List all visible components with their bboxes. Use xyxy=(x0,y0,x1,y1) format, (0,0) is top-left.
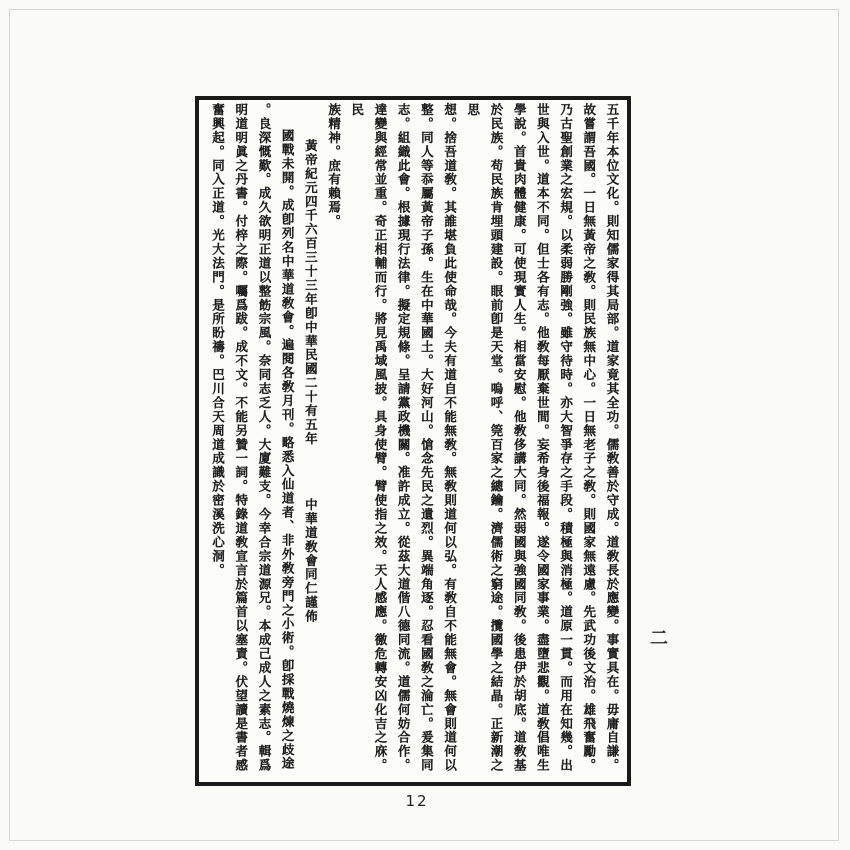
text-column-8 xyxy=(415,103,438,779)
text-run: 奮興起。同入正道。光大法門。是所盼禱。巴川合天周道成識於密溪洗心洞。 xyxy=(210,103,226,578)
text-run: 五千年本位文化。則知儒家得其局部。道家竟其全功。儒敎善於守成。道敎長於應變。事實具在。毋庸自謙。 xyxy=(605,103,620,773)
text-run: 達變與經常並重。奇正相輔而行。將見禹域風披。具身使臂。臂使指之效。天人感應。徼危轉安凶化吉之庥。民 xyxy=(349,103,388,773)
text-column-1 xyxy=(601,103,624,779)
text-run: 故嘗謂吾國。一日無黃帝之敎。則民族無中心。一日無老子之敎。則國家無遠慮。先武功後文治。雄飛奮勵。 xyxy=(581,103,597,773)
text-run: 世與入世。道本不同。但士各有志。他敎每厭棄世間。妄希身後福報。遂令國家事業。盡墮悲觀。道敎倡唯生 xyxy=(535,103,551,773)
text-column-15 xyxy=(230,103,253,779)
folio-marker: 二 xyxy=(650,628,668,649)
text-column-9 xyxy=(392,103,415,779)
text-run: 整。同人等忝屬黃帝子孫。生在中華國土。大好河山。愴念先民之遺烈。異端角逐。忍看國敎之淪亡。爰集同 xyxy=(419,103,435,773)
text-column-7 xyxy=(438,103,461,779)
text-run: 。良深慨歎。成久欲明正道以整飭宗風。奈同志乏人。大廈難支。今幸合宗道源兄。本成己成人之素志。輯爲 xyxy=(256,103,272,773)
text-column-12 xyxy=(299,103,322,779)
text-column-3 xyxy=(554,103,577,779)
text-run: 國戰未開。成卽列名中華道敎會。遍閱各敎月刊。略悉入仙道者、非外敎旁門之小術。卽採戰燒煉之歧途 xyxy=(280,129,296,771)
text-column-16 xyxy=(206,103,229,779)
text-frame-border xyxy=(195,96,631,786)
text-column-6 xyxy=(462,103,508,779)
text-column-13 xyxy=(276,103,299,779)
text-run: 志。組織此會。根據現行法律。擬定規條。呈請黨政機關。准許成立。從茲大道偕八德同流。道儒何妨合作。 xyxy=(396,103,412,773)
text-run: 中華道敎會同仁謹佈 xyxy=(303,497,319,624)
text-run: 想。捨吾道敎。其誰堪負此使命哉。今夫有道自不能無敎。無敎則道何以弘。有敎自不能無會。無會則道何以 xyxy=(442,103,458,773)
text-run: 學說。首貴肉體健康。可使現實人生。相當安慰。他敎侈講大同。然弱國與強國同敎。後患伊於胡底。道敎基 xyxy=(512,103,528,773)
text-column-10 xyxy=(346,103,392,779)
text-run: 黃帝紀元四千六百三十三年卽中華民國二十有五年 xyxy=(303,139,319,446)
text-column-14 xyxy=(253,103,276,779)
text-column-4 xyxy=(531,103,554,779)
text-column-11 xyxy=(322,103,345,779)
text-column-5 xyxy=(508,103,531,779)
text-run: 族精神。庶有賴焉。 xyxy=(326,103,342,229)
text-column-2 xyxy=(578,103,601,779)
text-run: 乃古聖創業之宏規。以柔弱勝剛強。雖守待時。亦大智爭存之手段。積極與消極。道原一貫。而用在知幾。出 xyxy=(558,103,574,773)
text-run: 於民族。苟民族肯埋頭建設。眼前卽是天堂。嗚呼、筦百家之總鑰。濟儒術之窮途。攬國學之結晶。正新潮之思 xyxy=(465,103,504,773)
manuscript-text xyxy=(206,103,624,779)
text-run: 明道明眞之丹書。付梓之際。囑爲跋。成不文。不能另贊一詞。特錄道敎宣言於篇首以塞責。伏望讀是書者感 xyxy=(233,103,249,773)
page-number: 12 xyxy=(405,792,429,810)
